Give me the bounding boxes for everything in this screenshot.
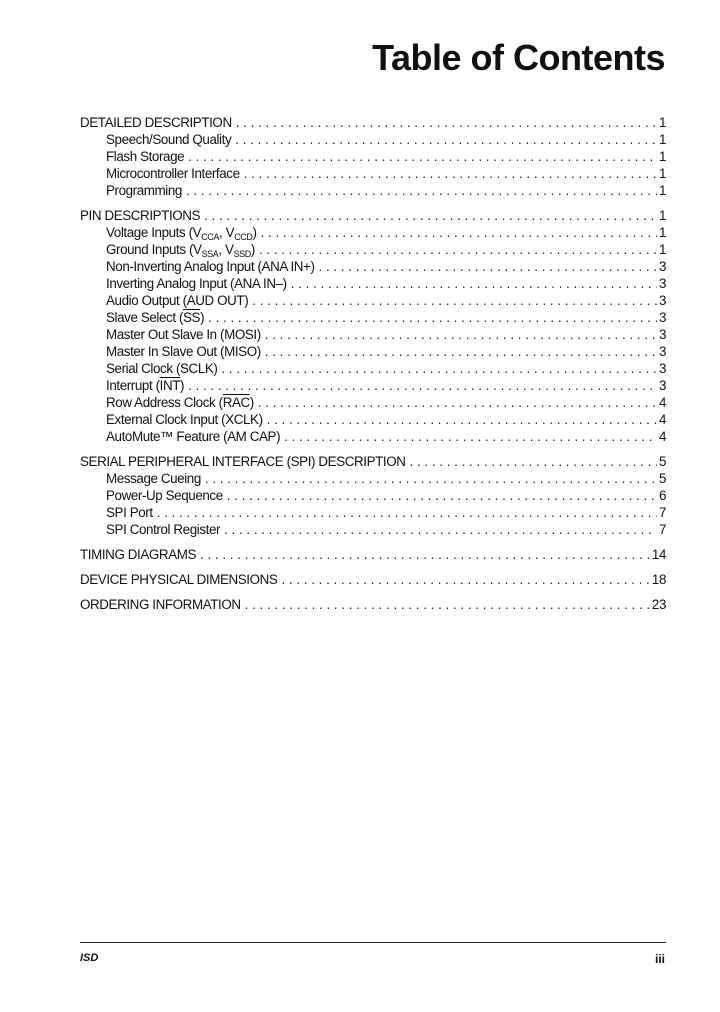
- toc-section: [80, 114, 666, 199]
- toc-entry-label: Microcontroller Interface: [106, 166, 240, 181]
- label-text: Row Address Clock (: [106, 395, 223, 410]
- dot-leader: [258, 394, 657, 411]
- dot-leader: [252, 292, 657, 309]
- toc-heading-label: DEVICE PHYSICAL DIMENSIONS: [80, 572, 278, 587]
- page-title: Table of Contents: [372, 37, 665, 78]
- toc-entry-label: [106, 377, 184, 394]
- subscript: CCA: [201, 232, 219, 242]
- toc-heading-label: SERIAL PERIPHERAL INTERFACE (SPI) DESCRIPTION: [80, 454, 406, 469]
- toc-page-number: 7: [658, 505, 666, 520]
- toc-entry[interactable]: [80, 428, 666, 445]
- dot-leader: [235, 131, 657, 148]
- toc-entry[interactable]: [80, 275, 666, 292]
- dot-leader: [245, 596, 650, 613]
- dot-leader: [186, 182, 657, 199]
- toc-entry[interactable]: [80, 258, 666, 275]
- label-text: ): [250, 242, 255, 257]
- toc-page-number: 5: [658, 454, 666, 469]
- dot-leader: [227, 487, 657, 504]
- toc-page-number: 1: [658, 242, 666, 257]
- label-text: , V: [219, 225, 235, 240]
- toc-entry-label: Serial Clock (SCLK): [106, 361, 218, 376]
- toc-page-number: 18: [651, 572, 666, 587]
- toc-entry-label: Power-Up Sequence: [106, 488, 223, 503]
- subscript: SSA: [201, 249, 219, 259]
- dot-leader: [188, 377, 657, 394]
- subscript: SSD: [233, 249, 251, 259]
- toc-page-number: 3: [658, 310, 666, 325]
- toc-entry-label: SPI Control Register: [106, 522, 221, 537]
- dot-leader: [319, 258, 657, 275]
- toc-entry[interactable]: [80, 521, 666, 538]
- dot-leader: [284, 428, 657, 445]
- toc-entry[interactable]: [80, 487, 666, 504]
- toc-page-number: 3: [658, 378, 666, 393]
- toc-entry-label: [106, 241, 255, 258]
- toc-page-number: 3: [658, 327, 666, 342]
- dot-leader: [204, 207, 657, 224]
- dot-leader: [291, 275, 657, 292]
- toc-heading-label: PIN DESCRIPTIONS: [80, 208, 201, 223]
- toc-entry[interactable]: [80, 504, 666, 521]
- toc-page-number: 7: [658, 522, 666, 537]
- toc-page-number: 4: [658, 395, 666, 410]
- label-text: ): [252, 225, 257, 240]
- footer-page-number: iii: [654, 952, 665, 966]
- toc-entry-label: Master Out Slave In (MOSI): [106, 327, 261, 342]
- toc-entry-label: [106, 309, 204, 326]
- footer-brand: ISD: [80, 952, 99, 964]
- label-text: Voltage Inputs (V: [106, 225, 202, 240]
- toc-heading-label: DETAILED DESCRIPTION: [80, 115, 232, 130]
- dot-leader: [224, 521, 657, 538]
- toc-page-number: 3: [658, 361, 666, 376]
- toc-heading-entry[interactable]: [80, 114, 666, 131]
- toc-page-number: 1: [658, 132, 666, 147]
- toc-section: [80, 207, 666, 445]
- subscript: CCD: [234, 232, 253, 242]
- table-of-contents: [80, 114, 666, 621]
- toc-page-number: 14: [651, 547, 666, 562]
- overlined-signal: $\overline{RAC}$: [222, 395, 250, 410]
- toc-entry[interactable]: [80, 394, 666, 411]
- toc-entry[interactable]: [80, 360, 666, 377]
- dot-leader: [267, 411, 657, 428]
- label-text: ): [249, 395, 254, 410]
- dot-leader: [244, 165, 657, 182]
- toc-entry[interactable]: [80, 411, 666, 428]
- toc-heading-label: ORDERING INFORMATION: [80, 597, 241, 612]
- toc-entry[interactable]: [80, 343, 666, 360]
- overlined-signal: $\overline{INT}$: [159, 378, 181, 393]
- toc-entry-label: [106, 394, 254, 411]
- label-text: Slave Select (: [106, 310, 184, 325]
- dot-leader: [208, 309, 657, 326]
- toc-page-number: 6: [658, 488, 666, 503]
- toc-entry-label: AutoMute™ Feature (AM CAP): [106, 429, 281, 444]
- toc-page-number: 3: [658, 344, 666, 359]
- toc-entry[interactable]: [80, 131, 666, 148]
- toc-page-number: 23: [651, 597, 666, 612]
- toc-page-number: 1: [658, 115, 666, 130]
- toc-page-number: 5: [658, 471, 666, 486]
- toc-page-number: 3: [658, 276, 666, 291]
- toc-section: [80, 571, 666, 588]
- toc-entry-label: Audio Output (AUD OUT): [106, 293, 249, 308]
- dot-leader: [265, 343, 657, 360]
- toc-entry[interactable]: [80, 470, 666, 487]
- toc-entry-label: Message Cueing: [106, 471, 201, 486]
- toc-entry-label: Inverting Analog Input (ANA IN–): [106, 276, 287, 291]
- toc-entry[interactable]: [80, 241, 666, 258]
- toc-heading-entry[interactable]: [80, 207, 666, 224]
- toc-heading-label: TIMING DIAGRAMS: [80, 547, 197, 562]
- footer-divider: [80, 942, 666, 943]
- dot-leader: [410, 453, 657, 470]
- toc-entry-label: SPI Port: [106, 505, 153, 520]
- toc-page-number: 1: [658, 149, 666, 164]
- toc-entry[interactable]: [80, 309, 666, 326]
- dot-leader: [265, 326, 657, 343]
- dot-leader: [157, 504, 657, 521]
- dot-leader: [200, 546, 650, 563]
- toc-entry[interactable]: [80, 148, 666, 165]
- toc-entry[interactable]: [80, 165, 666, 182]
- label-text: ): [180, 378, 185, 393]
- toc-section: [80, 596, 666, 613]
- toc-page-number: 3: [658, 293, 666, 308]
- toc-section: [80, 453, 666, 538]
- toc-entry[interactable]: [80, 377, 666, 394]
- dot-leader: [221, 360, 656, 377]
- overlined-signal: $\overline{SS}$: [183, 310, 201, 325]
- toc-entry[interactable]: [80, 326, 666, 343]
- toc-page-number: 1: [658, 208, 666, 223]
- toc-entry[interactable]: [80, 224, 666, 241]
- toc-heading-entry[interactable]: [80, 546, 666, 563]
- label-text: , V: [218, 242, 234, 257]
- toc-page-number: 1: [658, 166, 666, 181]
- toc-entry[interactable]: [80, 182, 666, 199]
- toc-heading-entry[interactable]: [80, 596, 666, 613]
- toc-entry-label: Non-Inverting Analog Input (ANA IN+): [106, 259, 315, 274]
- toc-entry-label: External Clock Input (XCLK): [106, 412, 263, 427]
- dot-leader: [281, 571, 649, 588]
- toc-page-number: 1: [658, 183, 666, 198]
- toc-page-number: 1: [658, 225, 666, 240]
- toc-entry-label: [106, 224, 257, 241]
- label-text: Interrupt (: [106, 378, 160, 393]
- label-text: Ground Inputs (V: [106, 242, 202, 257]
- toc-entry-label: Master In Slave Out (MISO): [106, 344, 261, 359]
- toc-entry[interactable]: [80, 292, 666, 309]
- toc-page-number: 3: [658, 259, 666, 274]
- dot-leader: [236, 114, 657, 131]
- toc-section: [80, 546, 666, 563]
- dot-leader: [205, 470, 657, 487]
- dot-leader: [261, 224, 657, 241]
- toc-entry-label: Programming: [106, 183, 182, 198]
- toc-page-number: 4: [658, 429, 666, 444]
- label-text: ): [200, 310, 205, 325]
- toc-heading-entry[interactable]: [80, 571, 666, 588]
- toc-heading-entry[interactable]: [80, 453, 666, 470]
- dot-leader: [188, 148, 657, 165]
- toc-entry-label: Flash Storage: [106, 149, 185, 164]
- toc-page-number: 4: [658, 412, 666, 427]
- toc-entry-label: Speech/Sound Quality: [106, 132, 232, 147]
- dot-leader: [259, 241, 657, 258]
